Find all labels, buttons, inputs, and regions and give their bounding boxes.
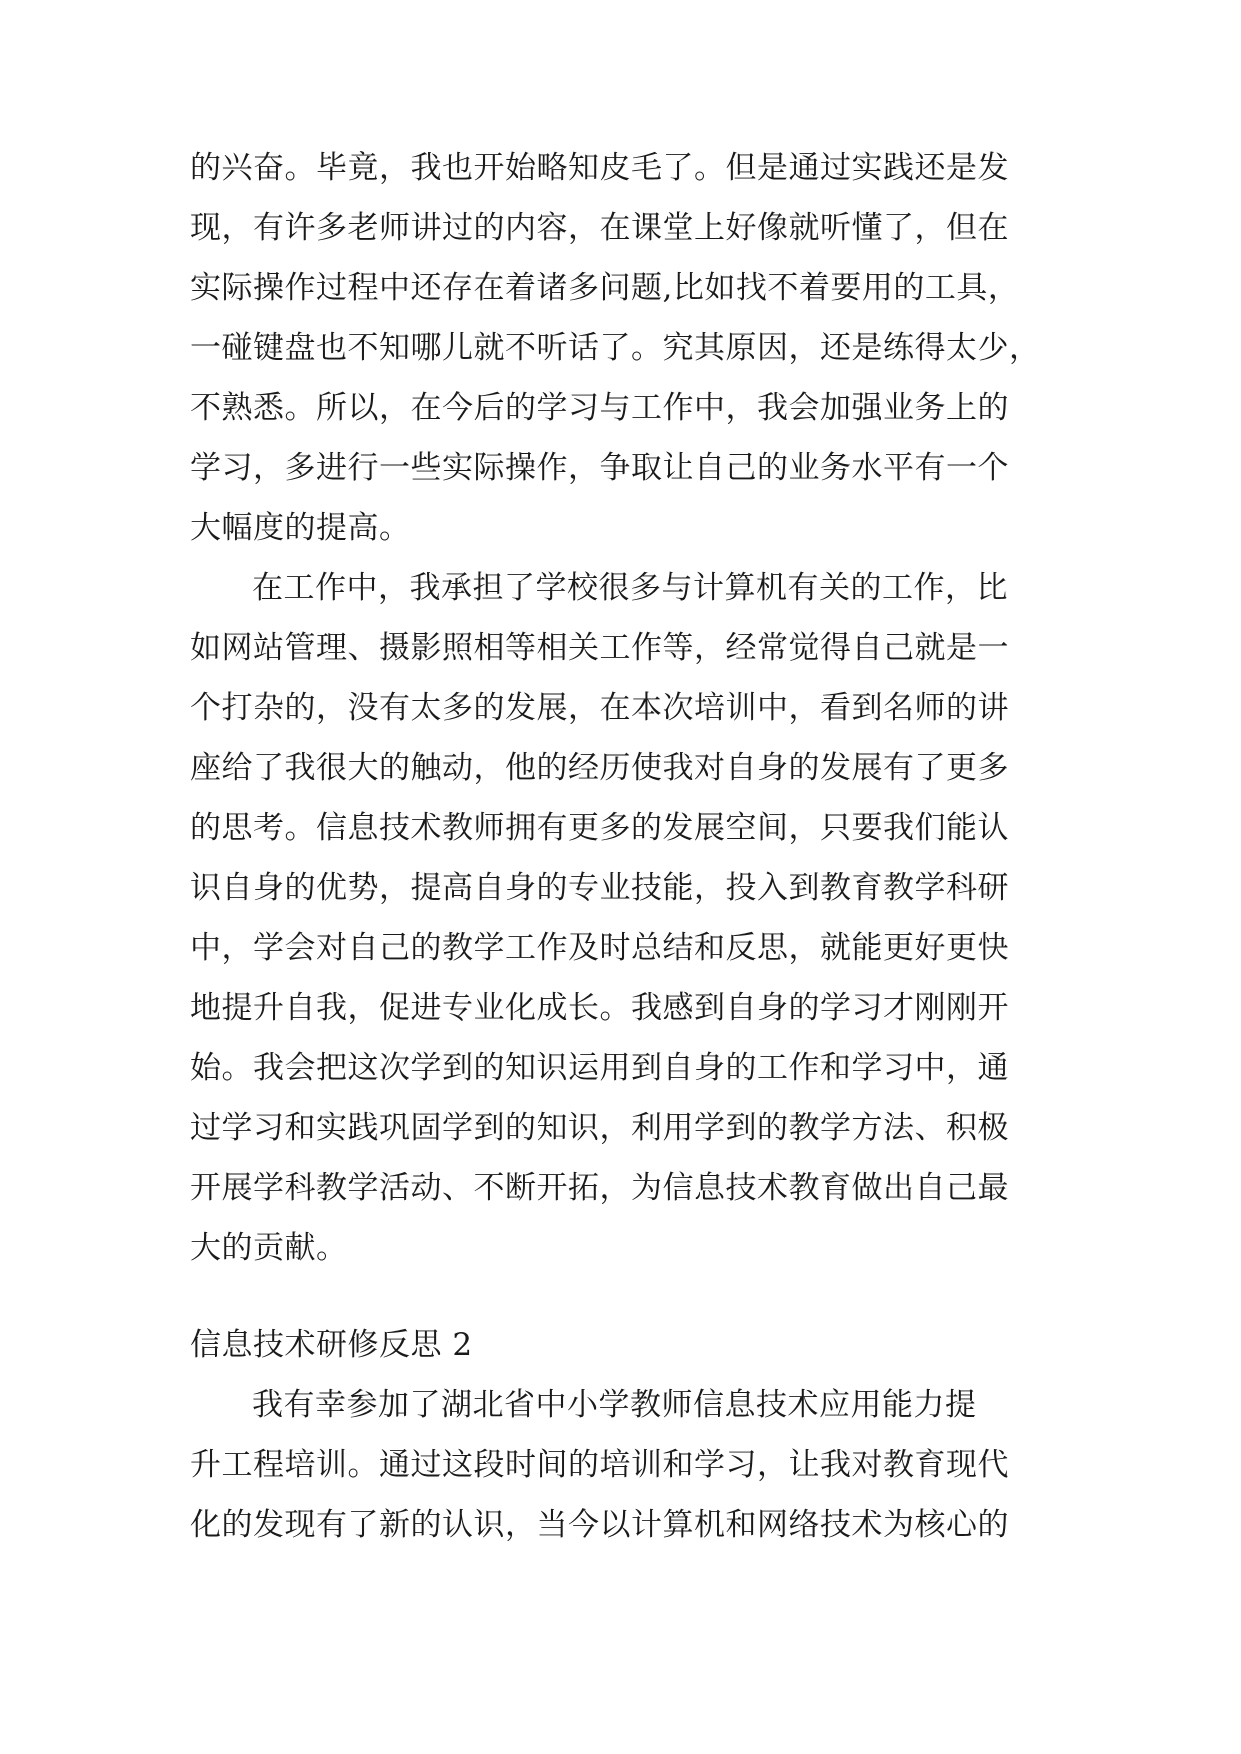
body-text-line: 的兴奋。毕竟，我也开始略知皮毛了。但是通过实践还是发 <box>190 150 1009 186</box>
body-text-line: 如网站管理、摄影照相等相关工作等，经常觉得自己就是一 <box>190 630 1009 666</box>
body-text-line: 个打杂的，没有太多的发展，在本次培训中，看到名师的讲 <box>190 690 1009 726</box>
body-text-line: 现，有许多老师讲过的内容，在课堂上好像就听懂了，但在 <box>190 210 1009 246</box>
body-text-line: 大的贡献。 <box>190 1230 348 1266</box>
body-text-line: 化的发现有了新的认识，当今以计算机和网络技术为核心的 <box>190 1507 1009 1543</box>
body-text-line: 开展学科教学活动、不断开拓，为信息技术教育做出自己最 <box>190 1170 1009 1206</box>
body-text-line: 中，学会对自己的教学工作及时总结和反思，就能更好更快 <box>190 930 1009 966</box>
body-text-line: 识自身的优势，提高自身的专业技能，投入到教育教学科研 <box>190 870 1009 906</box>
body-text-line: 始。我会把这次学到的知识运用到自身的工作和学习中，通 <box>190 1050 1009 1086</box>
body-text-line: 座给了我很大的触动，他的经历使我对自身的发展有了更多 <box>190 750 1009 786</box>
body-text-line: 在工作中，我承担了学校很多与计算机有关的工作，比 <box>252 570 1008 606</box>
body-text-line: 学习，多进行一些实际操作，争取让自己的业务水平有一个 <box>190 450 1009 486</box>
body-text-line: 地提升自我，促进专业化成长。我感到自身的学习才刚刚开 <box>190 990 1009 1026</box>
body-text-line: 升工程培训。通过这段时间的培训和学习，让我对教育现代 <box>190 1447 1009 1483</box>
body-text-line: 大幅度的提高。 <box>190 510 411 546</box>
section-heading: 信息技术研修反思 2 <box>190 1327 473 1363</box>
body-text-line: 过学习和实践巩固学到的知识，利用学到的教学方法、积极 <box>190 1110 1009 1146</box>
body-text-line: 不熟悉。所以，在今后的学习与工作中，我会加强业务上的 <box>190 390 1009 426</box>
body-text-line: 一碰键盘也不知哪儿就不听话了。究其原因，还是练得太少， <box>190 330 1041 366</box>
body-text-line: 实际操作过程中还存在着诸多问题,比如找不着要用的工具， <box>190 270 1020 306</box>
body-text-line: 我有幸参加了湖北省中小学教师信息技术应用能力提 <box>252 1387 977 1423</box>
body-text-line: 的思考。信息技术教师拥有更多的发展空间，只要我们能认 <box>190 810 1009 846</box>
